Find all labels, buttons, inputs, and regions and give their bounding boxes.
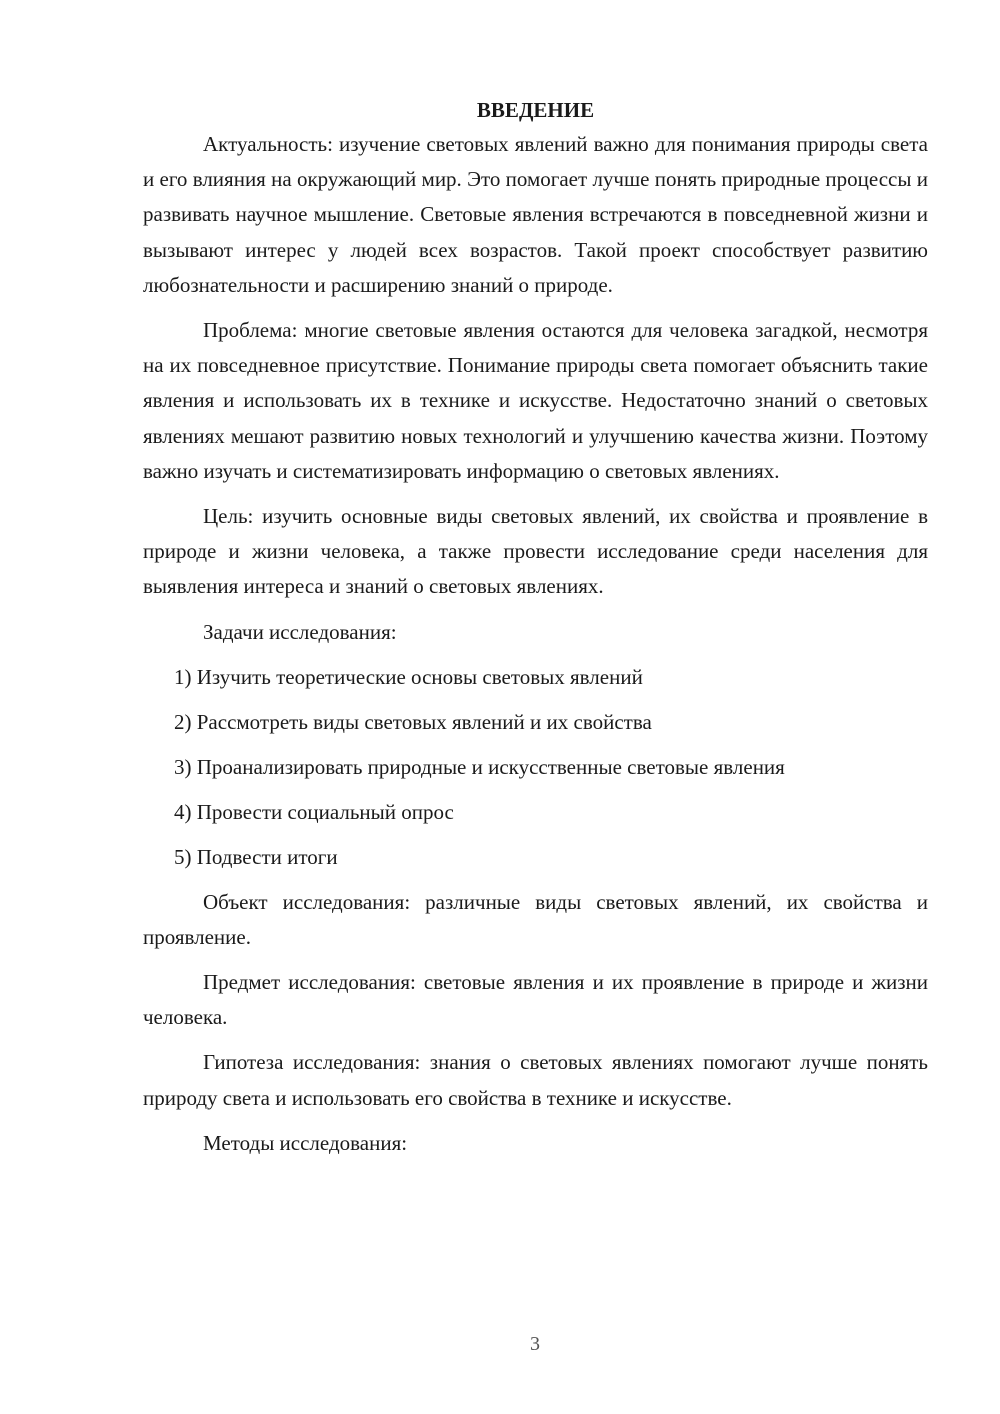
page-number: 3: [530, 1333, 540, 1355]
list-item: 3) Проанализировать природные и искусственные световые явления: [174, 754, 785, 779]
goal-paragraph: Цель: изучить основные виды световых явлений, их свойства и проявление в природе и жизни человека, а также провести исследование среди населения для выявления интереса и знаний о световых явлениях.: [143, 504, 928, 599]
page-title: ВВЕДЕНИЕ: [476, 98, 595, 122]
problem-paragraph: Проблема: многие световые явления остаются для человека загадкой, несмотря на их повседневное присутствие. Понимание природы света помогает объяснить такие явления и использовать их в технике и искусстве. Недостаточно знаний о световых явлениях мешают развитию новых технологий и улучшению качества жизни. Поэтому важно изучать и систематизировать информацию о световых явлениях.: [143, 318, 928, 483]
list-item: 4) Провести социальный опрос: [174, 799, 454, 824]
tasks-heading: Задачи исследования:: [203, 619, 397, 644]
methods-heading: Методы исследования:: [203, 1130, 408, 1155]
list-item: 1) Изучить теоретические основы световых явлений: [174, 664, 643, 689]
relevance-paragraph: Актуальность: изучение световых явлений важно для понимания природы света и его влияния на окружающий мир. Это помогает лучше понять природные процессы и развивать научное мышление. Световые явления встречаются в повседневной жизни и вызывают интерес у людей всех возрастов. Такой проект способствует развитию любознательности и расширению знаний о природе.: [143, 132, 928, 297]
list-item: 2) Рассмотреть виды световых явлений и их свойства: [174, 709, 652, 734]
tasks-list: [143, 660, 928, 875]
list-item: 5) Подвести итоги: [174, 844, 338, 869]
object-paragraph: Объект исследования: различные виды световых явлений, их свойства и проявление.: [143, 889, 928, 949]
hypothesis-paragraph: Гипотеза исследования: знания о световых явлениях помогают лучше понять природу света и использовать его свойства в технике и искусстве.: [143, 1050, 928, 1110]
subject-paragraph: Предмет исследования: световые явления и их проявление в природе и жизни человека.: [143, 970, 928, 1030]
document-page: [143, 93, 928, 1171]
